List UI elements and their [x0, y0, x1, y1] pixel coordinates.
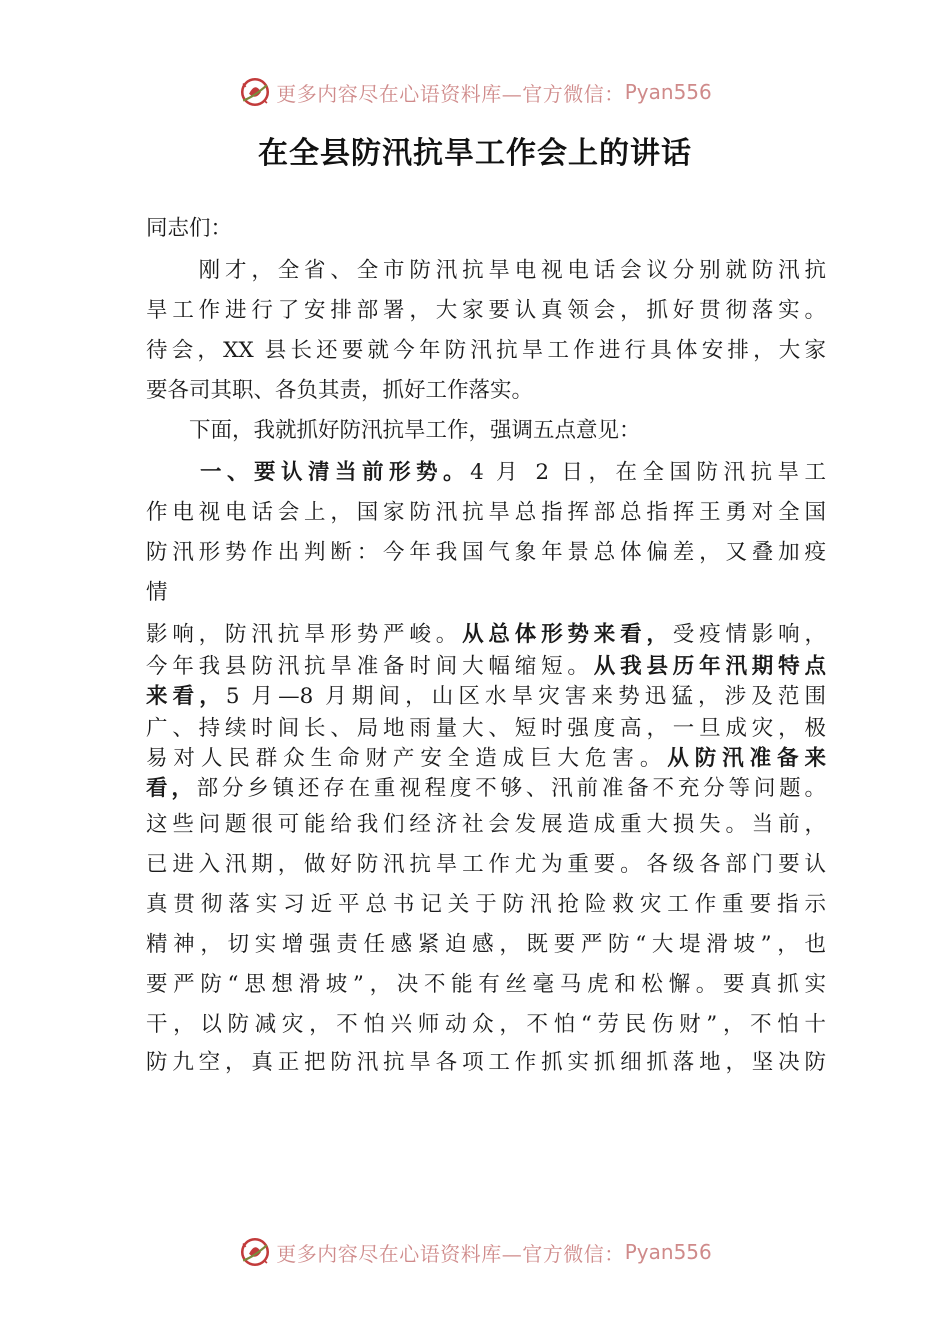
text-line: 看，部分乡镇还存在重视程度不够、汛前准备不充分等问题。 — [146, 776, 826, 801]
emphasis-text: 从防汛准备来 — [667, 746, 826, 771]
text-line: 待会，XX 县长还要就今年防汛抗旱工作进行具体安排，大家 — [146, 338, 826, 363]
watermark-footer — [0, 1232, 950, 1272]
text-line: 要各司其职、各负其责，抓好工作落实。 — [146, 378, 534, 403]
text-line: 作电视电话会上，国家防汛抗旱总指挥部总指挥王勇对全国 — [146, 500, 826, 525]
text-line: 防九空，真正把防汛抗旱各项工作抓实抓细抓落地，坚决防 — [146, 1050, 826, 1075]
text-line: 真贯彻落实习近平总书记关于防汛抢险救灾工作重要指示 — [146, 892, 826, 917]
watermark-header — [0, 72, 950, 112]
rose-logo-icon — [238, 75, 272, 109]
text-line: 刚才，全省、全市防汛抗旱电视电话会议分别就防汛抗 — [146, 258, 826, 283]
section-heading: 一、要认清当前形势。 — [146, 460, 471, 485]
text-line: 要严防“思想滑坡”，决不能有丝毫马虎和松懈。要真抓实 — [146, 972, 826, 997]
watermark-text: 更多内容尽在心语资料库—官方微信： — [276, 1241, 625, 1266]
text-line: 今年我县防汛抗旱准备时间大幅缩短。从我县历年汛期特点 — [146, 654, 826, 679]
document-title: 在全县防汛抗旱工作会上的讲话 — [258, 136, 692, 171]
text-line: 易对人民群众生命财产安全造成巨大危害。从防汛准备来 — [146, 746, 826, 771]
watermark-code: Pyan556 — [624, 1240, 712, 1264]
text-line: 广、持续时间长、局地雨量大、短时强度高，一旦成灾，极 — [146, 716, 826, 741]
text-line: 同志们： — [146, 216, 233, 241]
text-line: 下面，我就抓好防汛抗旱工作，强调五点意见： — [146, 418, 641, 443]
text-line: 一、要认清当前形势。4 月 2 日，在全国防汛抗旱工 — [146, 460, 826, 485]
emphasis-text: 来看， — [146, 684, 226, 709]
watermark-text: 更多内容尽在心语资料库—官方微信： — [276, 81, 625, 106]
text-line: 影响，防汛抗旱形势严峻。从总体形势来看，受疫情影响， — [146, 622, 826, 647]
emphasis-text: 从我县历年汛期特点 — [593, 654, 826, 679]
emphasis-text: 看， — [146, 776, 197, 801]
emphasis-text: 从总体形势来看， — [462, 622, 673, 647]
text-line: 精神，切实增强责任感紧迫感，既要严防“大堤滑坡”，也 — [146, 932, 826, 957]
text-line: 旱工作进行了安排部署，大家要认真领会，抓好贯彻落实。 — [146, 298, 826, 323]
text-line: 情 — [146, 580, 168, 605]
text-line: 来看，5 月—8 月期间，山区水旱灾害来势迅猛，涉及范围 — [146, 684, 826, 709]
rose-logo-icon — [238, 1235, 272, 1269]
text-line: 防汛形势作出判断：今年我国气象年景总体偏差，又叠加疫 — [146, 540, 826, 565]
text-line: 这些问题很可能给我们经济社会发展造成重大损失。当前， — [146, 812, 826, 837]
text-line: 干，以防减灾，不怕兴师动众，不怕“劳民伤财”，不怕十 — [146, 1012, 826, 1037]
watermark-code: Pyan556 — [624, 80, 712, 104]
text-line: 已进入汛期，做好防汛抗旱工作尤为重要。各级各部门要认 — [146, 852, 826, 877]
